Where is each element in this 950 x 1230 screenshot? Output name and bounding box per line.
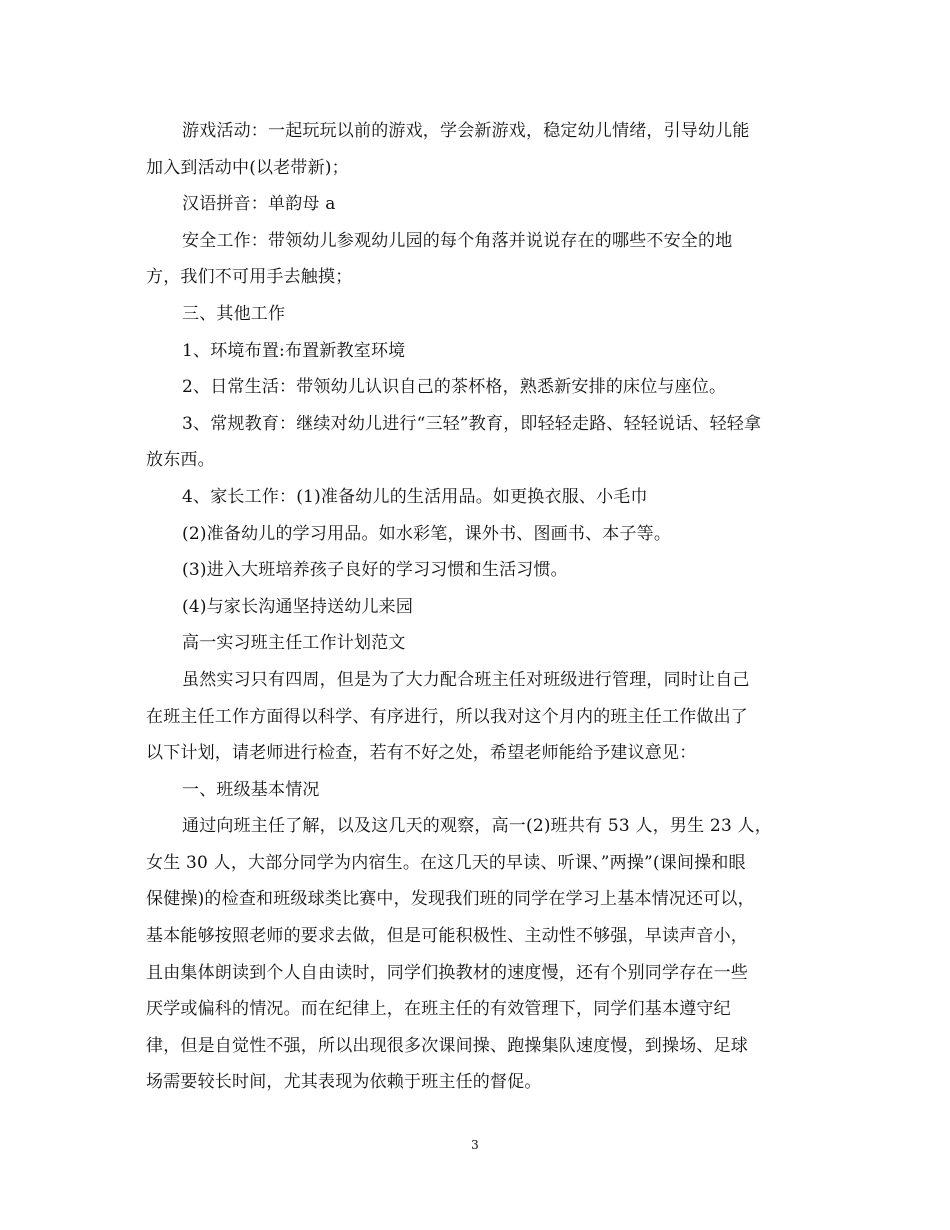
article-title: 高一实习班主任工作计划范文 (182, 633, 406, 654)
text-line: 虽然实习只有四周，但是为了大力配合班主任对班级进行管理，同时让自己 (182, 669, 750, 690)
text-line: 汉语拼音：单韵母 a (182, 194, 336, 215)
text-line: (4)与家长沟通坚持送幼儿来园 (182, 596, 414, 617)
text-line: 放东西。 (146, 450, 215, 471)
text-line: 加入到活动中(以老带新)； (146, 157, 349, 178)
text-line: 1、环境布置:布置新教室环境 (182, 340, 406, 361)
section-heading: 一、班级基本情况 (182, 779, 320, 800)
document-body (146, 113, 810, 1101)
text-line: 3、常规教育：继续对幼儿进行“三轻”教育，即轻轻走路、轻轻说话、轻轻拿 (182, 413, 762, 434)
text-line: 场需要较长时间，尤其表现为依赖于班主任的督促。 (146, 1072, 542, 1093)
text-line: 2、日常生活：带领幼儿认识自己的茶杯格，熟悉新安排的床位与座位。 (182, 377, 727, 398)
text-line: 方，我们不可用手去触摸； (146, 267, 353, 288)
text-line: 在班主任工作方面得以科学、有序进行，所以我对这个月内的班主任工作做出了 (146, 706, 748, 727)
text-line: 安全工作：带领幼儿参观幼儿园的每个角落并说说存在的哪些不安全的地 (182, 230, 733, 251)
page-number: 3 (471, 1138, 479, 1152)
section-heading: 三、其他工作 (182, 303, 286, 324)
text-line: 游戏活动：一起玩玩以前的游戏，学会新游戏，稳定幼儿情绪，引导幼儿能 (182, 121, 750, 141)
text-line: 厌学或偏科的情况。而在纪律上，在班主任的有效管理下，同学们基本遵守纪 (146, 999, 731, 1020)
text-line: 以下计划，请老师进行检查，若有不好之处，希望老师能给予建议意见： (146, 743, 697, 764)
text-line: 保健操)的检查和班级球类比赛中，发现我们班的同学在学习上基本情况还可以， (146, 889, 755, 910)
text-line: 女生 30 人，大部分同学为内宿生。在这几天的早读、听课、”两操”(课间操和眼 (146, 852, 746, 873)
text-line: 且由集体朗读到个人自由读时，同学们换教材的速度慢，还有个别同学存在一些 (146, 962, 748, 983)
text-line: 通过向班主任了解，以及这几天的观察，高一(2)班共有 53 人，男生 23 人， (182, 816, 772, 837)
text-line: 基本能够按照老师的要求去做，但是可能积极性、主动性不够强，早读声音小， (146, 926, 748, 947)
text-line: 4、家长工作：(1)准备幼儿的生活用品。如更换衣服、小毛巾 (182, 486, 648, 507)
text-line: (3)进入大班培养孩子良好的学习习惯和生活习惯。 (182, 560, 568, 581)
text-line: (2)准备幼儿的学习用品。如水彩笔，课外书、图画书、本子等。 (182, 523, 672, 544)
text-line: 律，但是自觉性不强，所以出现很多次课间操、跑操集队速度慢，到操场、足球 (146, 1035, 748, 1056)
